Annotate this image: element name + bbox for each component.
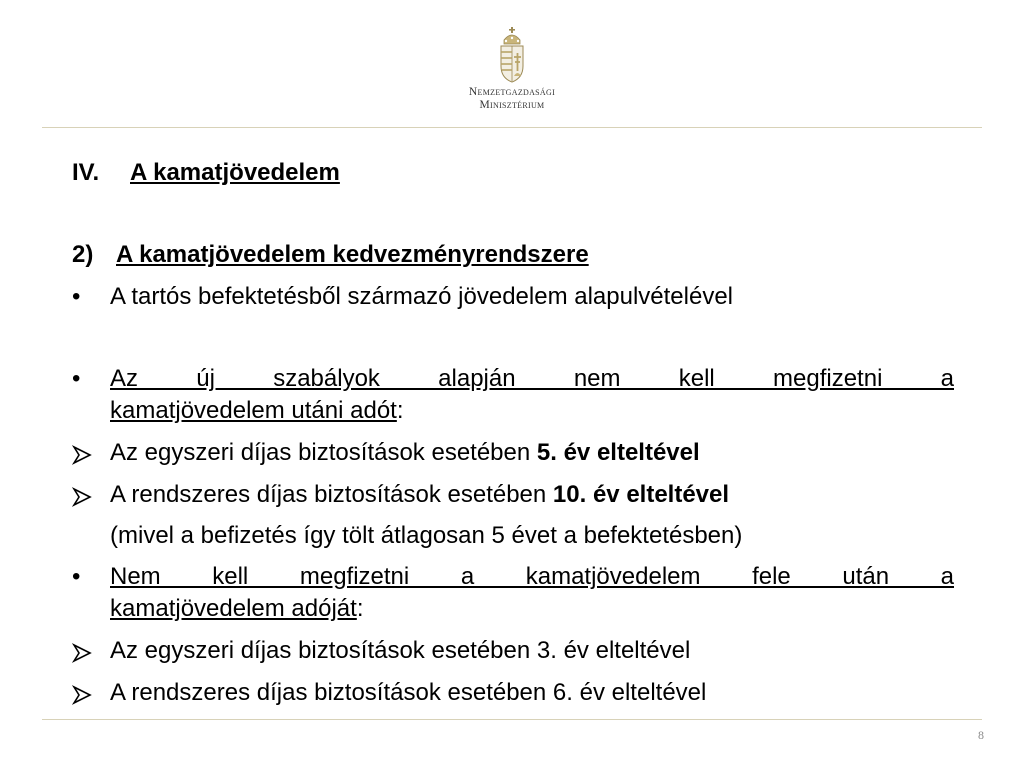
arrow-bullet-icon bbox=[72, 683, 92, 713]
ministry-name-line1: Nemzetgazdasági bbox=[468, 86, 556, 98]
list-item-emphasis: 5. év elteltével bbox=[536, 439, 700, 466]
bottom-divider bbox=[42, 719, 982, 720]
list-item-text: kamatjövedelem utáni adót bbox=[110, 397, 397, 424]
list-item-text: Nem kell megfizetni a kamatjövedelem fele után a bbox=[110, 563, 954, 590]
bullet-icon: • bbox=[72, 283, 81, 310]
colon: : bbox=[356, 595, 364, 622]
ministry-name-line2: Minisztérium bbox=[479, 99, 545, 111]
ministry-name bbox=[430, 86, 594, 112]
list-item-text: Az új szabályok alapján nem kell megfizetni a bbox=[110, 365, 954, 392]
arrow-bullet-icon bbox=[72, 443, 92, 473]
list-item-text: (mivel a befizetés így tölt átlagosan 5 évet a befektetésben) bbox=[110, 522, 743, 549]
section-number: IV. bbox=[72, 159, 100, 186]
bullet-icon: • bbox=[72, 563, 81, 590]
list-item-text: kamatjövedelem adóját bbox=[110, 595, 357, 622]
bullet-icon: • bbox=[72, 365, 81, 392]
page-number: 8 bbox=[978, 728, 984, 742]
colon: : bbox=[396, 397, 404, 424]
ministry-logo bbox=[430, 26, 594, 118]
arrow-bullet-icon bbox=[72, 641, 92, 671]
list-item-text: A tartós befektetésből származó jövedelem alapulvételével bbox=[110, 283, 734, 310]
arrow-bullet-icon bbox=[72, 485, 92, 515]
coat-of-arms-icon bbox=[496, 26, 528, 84]
top-divider bbox=[42, 127, 982, 128]
subsection-number: 2) bbox=[72, 241, 94, 268]
section-title: A kamatjövedelem bbox=[130, 159, 340, 186]
subsection-title: A kamatjövedelem kedvezményrendszere bbox=[116, 241, 589, 268]
list-item-text: Az egyszeri díjas biztosítások esetében 3. év elteltével bbox=[110, 637, 691, 664]
list-item-text: A rendszeres díjas biztosítások esetében 6. év elteltével bbox=[110, 679, 707, 706]
list-item-text: A rendszeres díjas biztosítások esetében bbox=[110, 481, 553, 508]
list-item-text: Az egyszeri díjas biztosítások esetében bbox=[110, 439, 537, 466]
list-item-emphasis: 10. év elteltével bbox=[552, 481, 730, 508]
